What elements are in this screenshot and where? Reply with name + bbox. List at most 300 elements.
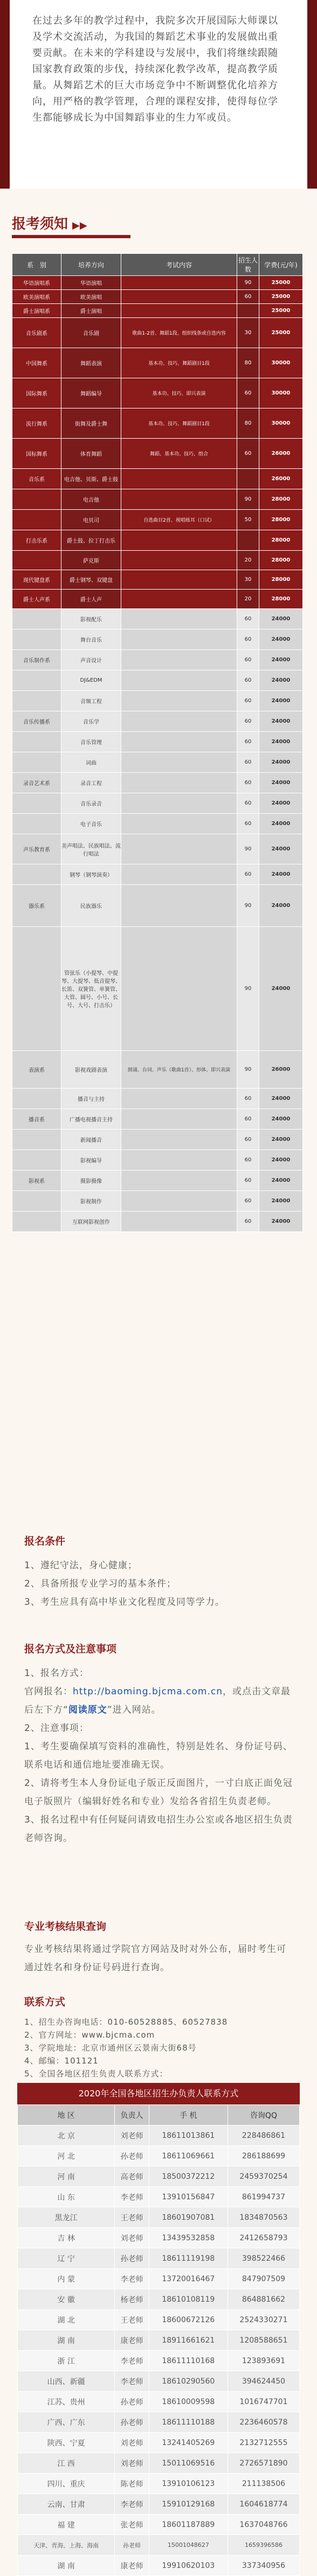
intro-paragraph: 在过去多年的教学过程中，我院多次开展国际大师课以及学术交流活动，为我国的舞蹈艺术事业的发展做出重要贡献。在未来的学科建设与发展中，我们将继续跟随国家教育政策的步伐，持续深化教学改革，提高教学质量。从舞蹈艺术的巨大市场竞争中不断调整优化培养方向，用严格的教学管理，合理的课程安排，使得每位学生都能够成长为中国舞蹈事业的生力军或员。 bbox=[32, 15, 278, 123]
table-cell bbox=[237, 530, 259, 551]
table-cell: 60 bbox=[237, 1130, 259, 1150]
table-cell bbox=[121, 1191, 237, 1211]
table-cell: 60 bbox=[237, 1171, 259, 1191]
fee-cell: 25000 bbox=[259, 276, 303, 290]
table-row bbox=[18, 2412, 300, 2433]
phone-cell[interactable]: 18611110168 bbox=[149, 2351, 228, 2371]
table-cell bbox=[121, 1130, 237, 1150]
table-cell bbox=[121, 864, 237, 885]
qq-cell[interactable]: 1637048766 bbox=[228, 2515, 299, 2535]
table-cell: 爵士鼓、拉丁打击乐 bbox=[61, 530, 121, 551]
table-row bbox=[12, 318, 303, 348]
table-cell: 刘老师 bbox=[115, 2228, 149, 2248]
table-cell: 杨老师 bbox=[115, 2289, 149, 2310]
qq-cell[interactable]: 211138506 bbox=[228, 2474, 299, 2494]
table-cell: 山 东 bbox=[18, 2187, 115, 2207]
list-item: 5、全国各地区招生负责人联系方式： bbox=[24, 2069, 168, 2079]
table-cell: 李老师 bbox=[115, 2351, 149, 2371]
table-cell: 孙老师 bbox=[115, 2412, 149, 2433]
qq-cell[interactable]: 394624450 bbox=[228, 2371, 299, 2392]
table-cell bbox=[12, 629, 61, 650]
fee-cell: 28000 bbox=[259, 590, 303, 609]
table-cell: 舞蹈编导 bbox=[61, 378, 121, 408]
table-cell: 舞蹈、基本功、技巧、组合 bbox=[121, 439, 237, 469]
table-cell: 录音艺术系 bbox=[12, 773, 61, 793]
table-row bbox=[12, 1109, 303, 1130]
table-cell: 50 bbox=[237, 510, 259, 530]
admission-title: 报考须知 ▶▶ bbox=[12, 216, 87, 232]
contact-title: 联系方式 bbox=[24, 1996, 66, 2008]
table-row bbox=[12, 530, 303, 551]
table-header bbox=[18, 2105, 300, 2125]
table-row bbox=[12, 1150, 303, 1171]
table-cell: 90 bbox=[237, 834, 259, 864]
table-cell: 王老师 bbox=[115, 2310, 149, 2330]
table-row bbox=[12, 276, 303, 290]
table-row bbox=[18, 2310, 300, 2330]
table-cell: 黑龙江 bbox=[18, 2207, 115, 2228]
table-cell: 浙 江 bbox=[18, 2351, 115, 2371]
list-item: 3、考生应具有高中毕业文化程度及同等学力。 bbox=[24, 1597, 225, 1608]
table-row bbox=[12, 793, 303, 814]
table-cell bbox=[121, 814, 237, 834]
table-cell: 音乐制作系 bbox=[12, 650, 61, 670]
table-cell: 爵士演唱系 bbox=[12, 304, 61, 318]
table-cell: 江 西 bbox=[18, 2453, 115, 2474]
table-cell: 影视配乐 bbox=[61, 609, 121, 629]
table-cell bbox=[12, 691, 61, 711]
table-cell: 张老师 bbox=[115, 2515, 149, 2535]
table-cell bbox=[12, 510, 61, 530]
table-row bbox=[18, 2392, 300, 2412]
table-cell: 声乐教育系 bbox=[12, 834, 61, 864]
qq-cell[interactable]: 864881662 bbox=[228, 2289, 299, 2310]
header-cell: 负责人 bbox=[115, 2105, 149, 2125]
phone-cell[interactable]: 18610009598 bbox=[149, 2392, 228, 2412]
table-cell: 天津、青海、上海、海南 bbox=[18, 2535, 115, 2556]
table-cell: 基本功、技巧、舞蹈剧目1段 bbox=[121, 348, 237, 378]
qq-cell[interactable]: 2726571890 bbox=[228, 2453, 299, 2474]
fee-cell: 28000 bbox=[259, 570, 303, 590]
fee-cell: 28000 bbox=[259, 551, 303, 570]
table-cell: 电子音乐 bbox=[61, 814, 121, 834]
phone-cell[interactable]: 18600672126 bbox=[149, 2310, 228, 2330]
conditions-list bbox=[24, 1556, 294, 1611]
table-cell: 钢琴（钢琴演奏） bbox=[61, 864, 121, 885]
fee-cell: 24000 bbox=[259, 609, 303, 629]
table-cell: 流行舞系 bbox=[12, 408, 61, 439]
phone-cell[interactable]: 13241405269 bbox=[149, 2433, 228, 2453]
fee-cell: 26000 bbox=[259, 439, 303, 469]
phone-cell[interactable]: 18500372212 bbox=[149, 2166, 228, 2187]
table-cell: 孙老师 bbox=[115, 2146, 149, 2166]
table-cell bbox=[237, 304, 259, 318]
table-row bbox=[18, 2207, 300, 2228]
arrow-icon: ▶▶ bbox=[72, 220, 87, 231]
list-item: 4、邮编：101121 bbox=[24, 2056, 99, 2066]
table-cell bbox=[12, 793, 61, 814]
table-cell: 湖 南 bbox=[18, 2556, 115, 2576]
table-cell: 60 bbox=[237, 1191, 259, 1211]
phone-cell[interactable]: 15011069516 bbox=[149, 2453, 228, 2474]
table-cell: 80 bbox=[237, 348, 259, 378]
table-cell: 河 南 bbox=[18, 2166, 115, 2187]
phone-cell[interactable]: 18601907081 bbox=[149, 2207, 228, 2228]
table-cell bbox=[121, 551, 237, 570]
table-row bbox=[12, 590, 303, 609]
table-cell bbox=[121, 590, 237, 609]
table-row bbox=[18, 2248, 300, 2269]
table-cell: 四川、重庆 bbox=[18, 2474, 115, 2494]
table-cell: 60 bbox=[237, 711, 259, 732]
intro-section bbox=[0, 0, 317, 189]
table-row bbox=[12, 439, 303, 469]
table-cell: 声音设计 bbox=[61, 650, 121, 670]
table-row bbox=[12, 650, 303, 670]
table-cell bbox=[121, 1171, 237, 1191]
table-row bbox=[12, 670, 303, 691]
table-cell: 云南、甘肃 bbox=[18, 2494, 115, 2515]
fee-cell: 24000 bbox=[259, 927, 303, 1051]
table-cell: 欧美演唱系 bbox=[12, 290, 61, 304]
table-cell: 安 徽 bbox=[18, 2289, 115, 2310]
table-cell: 60 bbox=[237, 650, 259, 670]
table-cell: 90 bbox=[237, 489, 259, 510]
qq-cell[interactable]: 337340956 bbox=[228, 2556, 299, 2576]
fee-cell: 24000 bbox=[259, 1130, 303, 1150]
table-row bbox=[18, 2453, 300, 2474]
table-cell: 李老师 bbox=[115, 2269, 149, 2289]
table-cell: 打击乐系 bbox=[12, 530, 61, 551]
table-cell: 爵士人声系 bbox=[12, 590, 61, 609]
table-cell: 李老师 bbox=[115, 2494, 149, 2515]
table-cell: 朗诵、台词、声乐（歌曲1首）、形体、即兴表演 bbox=[121, 1051, 237, 1089]
qq-cell[interactable]: 1016747701 bbox=[228, 2392, 299, 2412]
table-row bbox=[12, 570, 303, 590]
table-cell: 现代键盘系 bbox=[12, 570, 61, 590]
fee-cell: 30000 bbox=[259, 378, 303, 408]
table-row bbox=[18, 2146, 300, 2166]
fee-cell: 24000 bbox=[259, 885, 303, 927]
qq-cell[interactable]: 2132712555 bbox=[228, 2433, 299, 2453]
header-cell: 手 机 bbox=[149, 2105, 228, 2125]
list-item: 3、学院地址：北京市通州区云景南大街68号 bbox=[24, 2043, 197, 2053]
table-row bbox=[12, 752, 303, 773]
apply-link[interactable]: http://baoming.bjcma.com.cn bbox=[73, 1686, 223, 1697]
fee-cell: 26000 bbox=[259, 1051, 303, 1089]
table-cell: 辽 宁 bbox=[18, 2248, 115, 2269]
table-row bbox=[12, 927, 303, 1051]
qq-cell[interactable]: 286188699 bbox=[228, 2146, 299, 2166]
table-cell: 60 bbox=[237, 1211, 259, 1232]
table-cell: 器乐系 bbox=[12, 885, 61, 927]
header-cell: 咨询QQ bbox=[228, 2105, 299, 2125]
table-cell: 中国舞系 bbox=[12, 348, 61, 378]
table-cell: 美声唱法、民族唱法、流行唱法 bbox=[61, 834, 121, 864]
table-cell: DJ&EDM bbox=[61, 670, 121, 691]
table-cell: 管弦乐（小提琴、中提琴、大提琴、低音提琴、长笛、双簧管、单簧管、大管、圆号、小号、长号、大号、打击乐） bbox=[61, 927, 121, 1051]
table-cell bbox=[12, 864, 61, 885]
table-cell: 60 bbox=[237, 1150, 259, 1171]
phone-cell[interactable]: 18611110188 bbox=[149, 2412, 228, 2433]
table-cell bbox=[121, 609, 237, 629]
results-title: 专业考核结果查询 bbox=[24, 1921, 107, 1933]
table-cell: 李老师 bbox=[115, 2187, 149, 2207]
phone-cell[interactable]: 18611013861 bbox=[149, 2125, 228, 2146]
table-cell bbox=[121, 650, 237, 670]
table-cell bbox=[121, 670, 237, 691]
table-cell bbox=[12, 1211, 61, 1232]
fee-cell: 24000 bbox=[259, 1150, 303, 1171]
table-cell: 电吉他 bbox=[61, 489, 121, 510]
list-item: 1、招生办咨询电话：010-60528885、60527838 bbox=[24, 2017, 228, 2027]
table-cell: 欧美演唱 bbox=[61, 290, 121, 304]
table-cell: 国际舞系 bbox=[12, 378, 61, 408]
table-row bbox=[12, 1051, 303, 1089]
fee-cell: 24000 bbox=[259, 691, 303, 711]
table-cell: 60 bbox=[237, 670, 259, 691]
table-row bbox=[12, 1089, 303, 1109]
phone-cell[interactable]: 18610108119 bbox=[149, 2289, 228, 2310]
table-cell bbox=[121, 793, 237, 814]
conditions-title: 报名条件 bbox=[24, 1535, 66, 1547]
qq-cell[interactable]: 123893691 bbox=[228, 2351, 299, 2371]
table-cell: 基本功、技巧、舞蹈剧目1段 bbox=[121, 408, 237, 439]
fee-cell: 24000 bbox=[259, 732, 303, 752]
table-cell: 60 bbox=[237, 290, 259, 304]
fee-cell: 28000 bbox=[259, 489, 303, 510]
qq-cell[interactable]: 398522466 bbox=[228, 2248, 299, 2269]
qq-cell[interactable]: 861994737 bbox=[228, 2187, 299, 2207]
contacts-table bbox=[17, 2083, 300, 2576]
table-cell bbox=[121, 1089, 237, 1109]
table-cell: 80 bbox=[237, 408, 259, 439]
table-cell: 爵士人声 bbox=[61, 590, 121, 609]
table-cell: 孙老师 bbox=[115, 2535, 149, 2556]
header-cell: 招生人数 bbox=[237, 254, 259, 276]
table-cell: 90 bbox=[237, 885, 259, 927]
table-cell: 30 bbox=[237, 318, 259, 348]
table-cell: 60 bbox=[237, 814, 259, 834]
table-cell: 国标舞系 bbox=[12, 439, 61, 469]
qq-cell[interactable]: 1834870563 bbox=[228, 2207, 299, 2228]
table-row bbox=[12, 408, 303, 439]
table-row bbox=[18, 2330, 300, 2351]
table-cell: 新闻播音 bbox=[61, 1130, 121, 1150]
fee-cell: 24000 bbox=[259, 793, 303, 814]
apply-title: 报名方式及注意事项 bbox=[24, 1643, 117, 1655]
qq-cell[interactable]: 2524330271 bbox=[228, 2310, 299, 2330]
table-cell: 互联网影视创作 bbox=[61, 1211, 121, 1232]
header-cell: 考试内容 bbox=[121, 254, 237, 276]
read-original-link[interactable]: 阅读原文 bbox=[68, 1705, 107, 1715]
table-cell: 影视系 bbox=[12, 1171, 61, 1191]
table-cell bbox=[12, 670, 61, 691]
table-cell: 华语演唱系 bbox=[12, 276, 61, 290]
table-cell: 高老师 bbox=[115, 2166, 149, 2187]
qq-cell[interactable]: 2412658793 bbox=[228, 2228, 299, 2248]
phone-cell[interactable]: 15910129168 bbox=[149, 2494, 228, 2515]
phone-cell[interactable]: 13910156847 bbox=[149, 2187, 228, 2207]
list-item: 3、报名过程中有任何疑问请致电招生办公室或各地区招生负责老师咨询。 bbox=[24, 1815, 293, 1844]
table-cell bbox=[121, 530, 237, 551]
fee-cell: 24000 bbox=[259, 1191, 303, 1211]
table-cell: 河 北 bbox=[18, 2146, 115, 2166]
table-cell bbox=[121, 732, 237, 752]
table-row bbox=[18, 2371, 300, 2392]
fee-cell: 28000 bbox=[259, 510, 303, 530]
table-cell: 爵士演唱 bbox=[61, 304, 121, 318]
list-item: 2、官方网址：www.bjcma.com bbox=[24, 2030, 155, 2040]
fee-cell: 24000 bbox=[259, 864, 303, 885]
table-cell bbox=[121, 304, 237, 318]
table-row bbox=[12, 691, 303, 711]
table-cell: 歌曲1-2首、舞蹈1段、组织线条或自选内容 bbox=[121, 318, 237, 348]
table-row bbox=[12, 711, 303, 732]
table-cell: 摄影摄像 bbox=[61, 1171, 121, 1191]
table-cell bbox=[12, 732, 61, 752]
table-cell: 王老师 bbox=[115, 2207, 149, 2228]
fee-cell: 24000 bbox=[259, 629, 303, 650]
fee-cell: 25000 bbox=[259, 304, 303, 318]
title-underline bbox=[12, 235, 130, 238]
table-cell: 90 bbox=[237, 927, 259, 1051]
table-cell: 60 bbox=[237, 732, 259, 752]
header-cell: 培养方向 bbox=[61, 254, 121, 276]
table-cell: 90 bbox=[237, 1051, 259, 1089]
table-cell: 电吉他、贝斯、爵士鼓 bbox=[61, 469, 121, 489]
fee-cell: 25000 bbox=[259, 318, 303, 348]
table-cell: 体育舞蹈 bbox=[61, 439, 121, 469]
table-cell: 舞台音乐 bbox=[61, 629, 121, 650]
table-cell bbox=[121, 691, 237, 711]
table-row bbox=[12, 1130, 303, 1150]
table-cell: 录音工程 bbox=[61, 773, 121, 793]
right-border bbox=[307, 0, 317, 189]
qq-cell[interactable]: 1208588651 bbox=[228, 2330, 299, 2351]
list-item: 1、遵纪守法，身心健康； bbox=[24, 1560, 137, 1571]
table-cell: 民族器乐 bbox=[61, 885, 121, 927]
table-cell bbox=[237, 469, 259, 489]
table-cell: 康老师 bbox=[115, 2330, 149, 2351]
table-cell bbox=[121, 489, 237, 510]
apply-section bbox=[24, 1664, 294, 1847]
table-row bbox=[12, 489, 303, 510]
table-cell bbox=[12, 1130, 61, 1150]
table-cell bbox=[121, 1211, 237, 1232]
phone-cell[interactable]: 13910106123 bbox=[149, 2474, 228, 2494]
table-cell: 陈老师 bbox=[115, 2474, 149, 2494]
phone-cell[interactable]: 19910620103 bbox=[149, 2556, 228, 2576]
phone-cell[interactable]: 15001048627 bbox=[149, 2535, 228, 2556]
list-item: 2、具备所报专业学习的基本条件； bbox=[24, 1578, 176, 1589]
table-row bbox=[18, 2269, 300, 2289]
table-cell: 音乐剧系 bbox=[12, 318, 61, 348]
table-row bbox=[12, 885, 303, 927]
table-cell bbox=[12, 1150, 61, 1171]
table-cell: 60 bbox=[237, 609, 259, 629]
phone-cell[interactable]: 13439532858 bbox=[149, 2228, 228, 2248]
fee-cell: 30000 bbox=[259, 408, 303, 439]
qq-cell[interactable]: 2236460578 bbox=[228, 2412, 299, 2433]
table-row bbox=[12, 510, 303, 530]
apply-notes-title: 2、注意事项： bbox=[24, 1723, 89, 1734]
table-cell: 60 bbox=[237, 1109, 259, 1130]
table-cell: 江苏、贵州 bbox=[18, 2392, 115, 2412]
fee-cell: 25000 bbox=[259, 290, 303, 304]
table-row bbox=[12, 551, 303, 570]
phone-cell[interactable]: 18911661621 bbox=[149, 2330, 228, 2351]
table-row bbox=[12, 629, 303, 650]
table-cell bbox=[121, 1109, 237, 1130]
qq-cell[interactable]: 847907509 bbox=[228, 2269, 299, 2289]
phone-cell[interactable]: 13720016467 bbox=[149, 2269, 228, 2289]
table-cell: 音乐剧 bbox=[61, 318, 121, 348]
table-cell bbox=[12, 1089, 61, 1109]
table-cell bbox=[121, 773, 237, 793]
table-cell: 表演系 bbox=[12, 1051, 61, 1089]
qq-cell[interactable]: 1604618774 bbox=[228, 2494, 299, 2515]
phone-cell[interactable]: 18601187889 bbox=[149, 2515, 228, 2535]
table-row bbox=[18, 2289, 300, 2310]
table-row bbox=[12, 348, 303, 378]
table-row bbox=[18, 2474, 300, 2494]
table-cell bbox=[12, 1191, 61, 1211]
table-cell: 播音系 bbox=[12, 1109, 61, 1130]
left-border bbox=[0, 0, 10, 189]
fee-cell: 26000 bbox=[259, 469, 303, 489]
table-cell: 康老师 bbox=[115, 2556, 149, 2576]
phone-cell[interactable]: 18610290560 bbox=[149, 2371, 228, 2392]
table-cell: 陕西、宁夏 bbox=[18, 2433, 115, 2453]
table-row bbox=[12, 834, 303, 864]
fee-cell: 24000 bbox=[259, 773, 303, 793]
table-cell bbox=[12, 489, 61, 510]
fee-cell: 30000 bbox=[259, 348, 303, 378]
table-cell: 广播电视播音主持 bbox=[61, 1109, 121, 1130]
fee-cell: 24000 bbox=[259, 711, 303, 732]
table-cell bbox=[12, 927, 61, 1051]
qq-cell[interactable]: 2459370254 bbox=[228, 2166, 299, 2187]
table-cell: 60 bbox=[237, 378, 259, 408]
phone-cell[interactable]: 18611119198 bbox=[149, 2248, 228, 2269]
table-row bbox=[12, 378, 303, 408]
table-cell: 60 bbox=[237, 793, 259, 814]
table-row bbox=[18, 2433, 300, 2453]
table-cell: 刘老师 bbox=[115, 2125, 149, 2146]
apply-web: 官网报名：http://baoming.bjcma.com.cn，或点击文章最后左下方“阅读原文”进入网站。 bbox=[24, 1686, 291, 1715]
table-cell bbox=[121, 834, 237, 864]
fee-cell: 24000 bbox=[259, 670, 303, 691]
qq-cell[interactable]: 1659396586 bbox=[228, 2535, 299, 2556]
contacts-caption: 2020年全国各地区招生办负责人联系方式 bbox=[17, 2083, 300, 2104]
table-cell bbox=[121, 711, 237, 732]
list-item: 2、请将考生本人身份证电子版正反面图片，一寸白底正面免冠电子版照片（编辑好姓名和专业）发给各省招生负责老师。 bbox=[24, 1778, 293, 1807]
table-row bbox=[18, 2187, 300, 2207]
admission-table bbox=[12, 253, 303, 1232]
table-cell: 李老师 bbox=[115, 2371, 149, 2392]
table-cell: 孙老师 bbox=[115, 2248, 149, 2269]
table-cell: 60 bbox=[237, 439, 259, 469]
table-cell: 影视戏剧表演 bbox=[61, 1051, 121, 1089]
table-row bbox=[18, 2166, 300, 2187]
table-cell: 60 bbox=[237, 691, 259, 711]
table-cell: 爵士钢琴、双键盘 bbox=[61, 570, 121, 590]
qq-cell[interactable]: 228486861 bbox=[228, 2125, 299, 2146]
table-row bbox=[18, 2228, 300, 2248]
phone-cell[interactable]: 18611069661 bbox=[149, 2146, 228, 2166]
table-row bbox=[12, 609, 303, 629]
